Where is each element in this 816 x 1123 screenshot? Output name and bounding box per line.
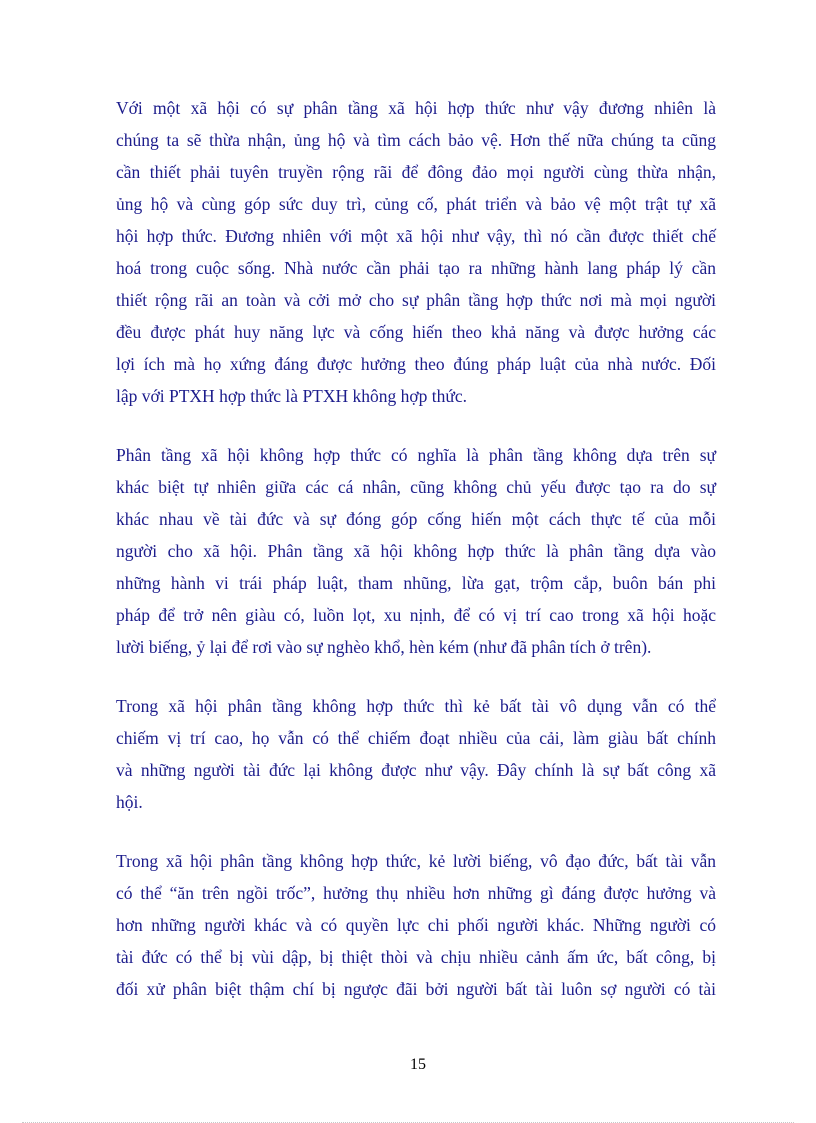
text-line: chúng ta sẽ thừa nhận, ủng hộ và tìm cách bảo vệ. Hơn thế nữa chúng ta cũng: [116, 130, 716, 150]
text-line: ủng hộ và cùng góp sức duy trì, củng cố, phát triển và bảo vệ một trật tự xã: [116, 194, 716, 214]
text-line: hội hợp thức. Đương nhiên với một xã hội như vậy, thì nó cần được thiết chế: [116, 226, 716, 246]
body-text: [116, 92, 716, 1032]
paragraph-3: [116, 690, 716, 818]
page-number: 15: [410, 1056, 426, 1073]
text-line: tài đức có thể bị vùi dập, bị thiệt thòi và chịu nhiều cảnh ấm ức, bất công, bị: [116, 947, 716, 967]
text-line: Với một xã hội có sự phân tầng xã hội hợp thức như vậy đương nhiên là: [116, 98, 716, 118]
paragraph-4: [116, 845, 716, 1005]
text-line: khác nhau về tài đức và sự đóng góp cống hiến một cách thực tế của mỗi: [116, 509, 716, 529]
text-line: lập với PTXH hợp thức là PTXH không hợp thức.: [116, 386, 468, 406]
text-line: pháp để trở nên giàu có, luồn lọt, xu nịnh, để có vị trí cao trong xã hội hoặc: [116, 605, 716, 625]
text-line: Phân tầng xã hội không hợp thức có nghĩa là phân tầng không dựa trên sự: [116, 445, 716, 465]
text-line: người cho xã hội. Phân tầng xã hội không hợp thức là phân tầng dựa vào: [116, 541, 716, 561]
text-line: lợi ích mà họ xứng đáng được hưởng theo đúng pháp luật của nhà nước. Đối: [116, 354, 716, 374]
text-line: Trong xã hội phân tầng không hợp thức thì kẻ bất tài vô dụng vẫn có thể: [116, 696, 716, 716]
text-line: và những người tài đức lại không được như vậy. Đây chính là sự bất công xã: [116, 760, 716, 780]
text-line: cần thiết phải tuyên truyền rộng rãi để đông đảo mọi người cùng thừa nhận,: [116, 162, 716, 182]
text-line: hoá trong cuộc sống. Nhà nước cần phải tạo ra những hành lang pháp lý cần: [116, 258, 716, 278]
text-line: hơn những người khác và có quyền lực chi phối người khác. Những người có: [116, 915, 716, 935]
text-line: những hành vi trái pháp luật, tham nhũng, lừa gạt, trộm cắp, buôn bán phi: [116, 573, 716, 593]
text-line: thiết rộng rãi an toàn và cởi mở cho sự phân tầng hợp thức nơi mà mọi người: [116, 290, 716, 310]
text-line: hội.: [116, 792, 143, 812]
paragraph-1: [116, 92, 716, 412]
text-line: có thể “ăn trên ngồi trốc”, hưởng thụ nhiều hơn những gì đáng được hưởng và: [116, 883, 716, 903]
text-line: Trong xã hội phân tầng không hợp thức, kẻ lười biếng, vô đạo đức, bất tài vẫn: [116, 851, 716, 871]
text-line: đối xử phân biệt thậm chí bị ngược đãi bởi người bất tài luôn sợ người có tài: [116, 979, 716, 999]
text-line: lười biếng, ỷ lại để rơi vào sự nghèo khổ, hèn kém (như đã phân tích ở trên).: [116, 637, 652, 657]
text-line: chiếm vị trí cao, họ vẫn có thể chiếm đoạt nhiều của cải, làm giàu bất chính: [116, 728, 716, 748]
paragraph-2: [116, 439, 716, 663]
text-line: khác biệt tự nhiên giữa các cá nhân, cũng không chủ yếu được tạo ra do sự: [116, 477, 716, 497]
text-line: đều được phát huy năng lực và cống hiến theo khả năng và được hưởng các: [116, 322, 716, 342]
